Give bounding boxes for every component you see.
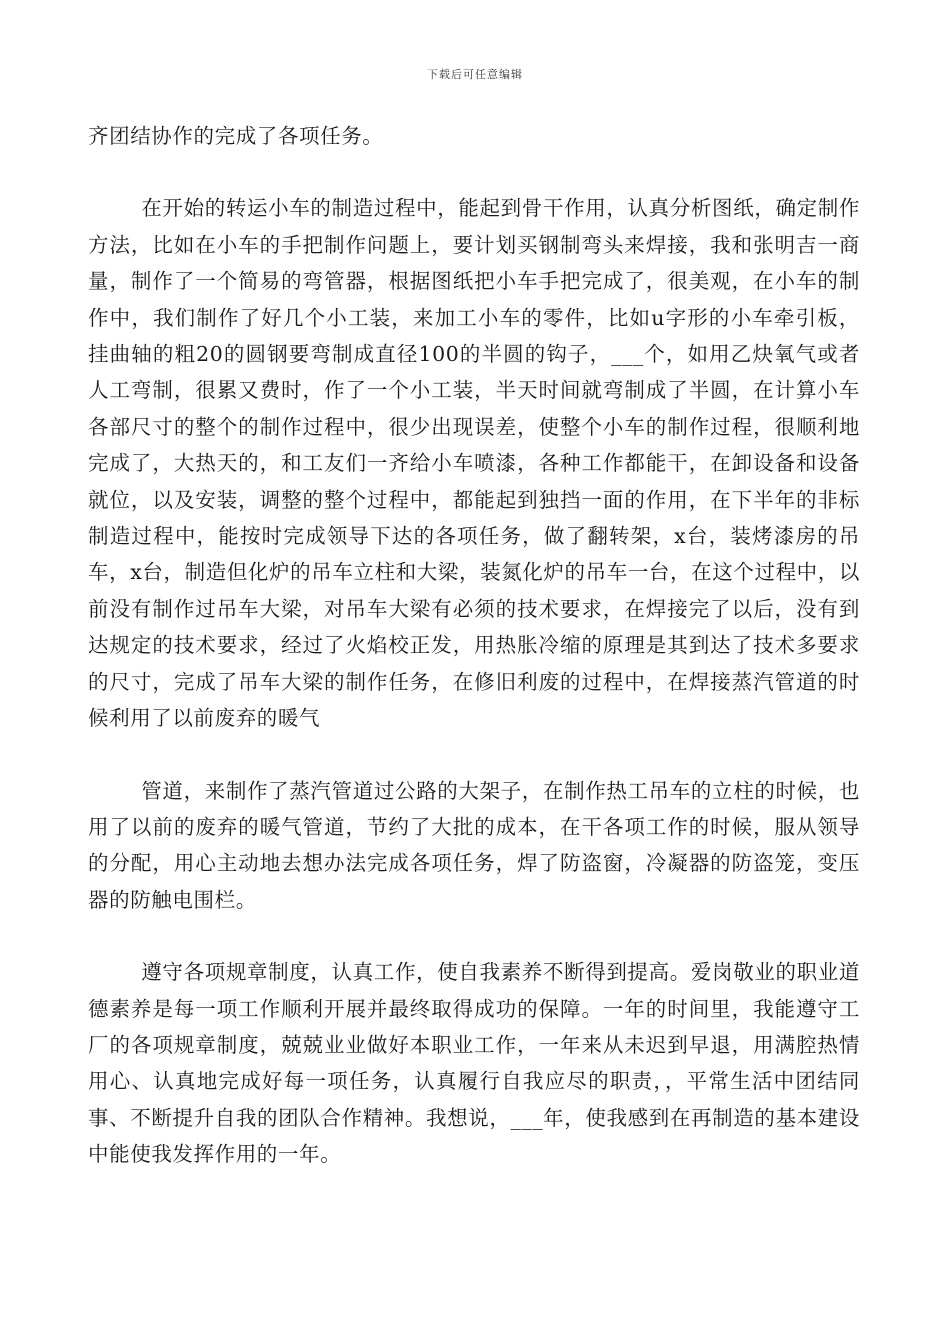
paragraph-3: 管道，来制作了蒸汽管道过公路的大架子，在制作热工吊车的立柱的时候，也用了以前的废弃的暖气管道，节约了大批的成本，在干各项工作的时候，服从领导的分配，用心主动地去想办法完成各项任务，焊了防盗窗，冷凝器的防盗笼，变压器的防触电围栏。 (88, 778, 860, 912)
paragraph-4: 遵守各项规章制度，认真工作，使自我素养不断得到提高。爱岗敬业的职业道德素养是每一项工作顺利开展并最终取得成功的保障。一年的时间里，我能遵守工厂的各项规章制度，兢兢业业做好本职业工作，一年来从未迟到早退，用满腔热情用心、认真地完成好每一项任务，认真履行自我应尽的职责，，平常生活中团结同事、不断提升自我的团队合作精神。我想说，___年，使我感到在再制造的基本建设中能使我发挥作用的一年。 (88, 960, 860, 1167)
page-header: 下载后可任意编辑 (427, 68, 523, 81)
document-body (88, 118, 860, 1173)
paragraph-2: 在开始的转运小车的制造过程中，能起到骨干作用，认真分析图纸，确定制作方法，比如在小车的手把制作问题上，要计划买钢制弯头来焊接，我和张明吉一商量，制作了一个简易的弯管器，根据图纸把小车手把完成了，很美观，在小车的制作中，我们制作了好几个小工装，来加工小车的零件，比如u字形的小车牵引板，挂曲轴的粗20的圆钢要弯制成直径100的半圆的钩子，___个，如用乙炔氧气或者人工弯制，很累又费时，作了一个小工装，半天时间就弯制成了半圆，在计算小车各部尺寸的整个的制作过程中，很少出现误差，使整个小车的制作过程，很顺利地完成了，大热天的，和工友们一齐给小车喷漆，各种工作都能干，在卸设备和设备就位，以及安装，调整的整个过程中，都能起到独挡一面的作用，在下半年的非标制造过程中，能按时完成领导下达的各项任务，做了翻转架，x台，装烤漆房的吊车，x台，制造但化炉的吊车立柱和大梁，装氮化炉的吊车一台，在这个过程中，以前没有制作过吊车大梁，对吊车大梁有必须的技术要求，在焊接完了以后，没有到达规定的技术要求，经过了火焰校正发，用热胀冷缩的原理是其到达了技术多要求的尺寸，完成了吊车大梁的制作任务，在修旧利废的过程中，在焊接蒸汽管道的时候利用了以前废弃的暖气 (88, 196, 860, 731)
paragraph-1: 齐团结协作的完成了各项任务。 (88, 124, 384, 148)
